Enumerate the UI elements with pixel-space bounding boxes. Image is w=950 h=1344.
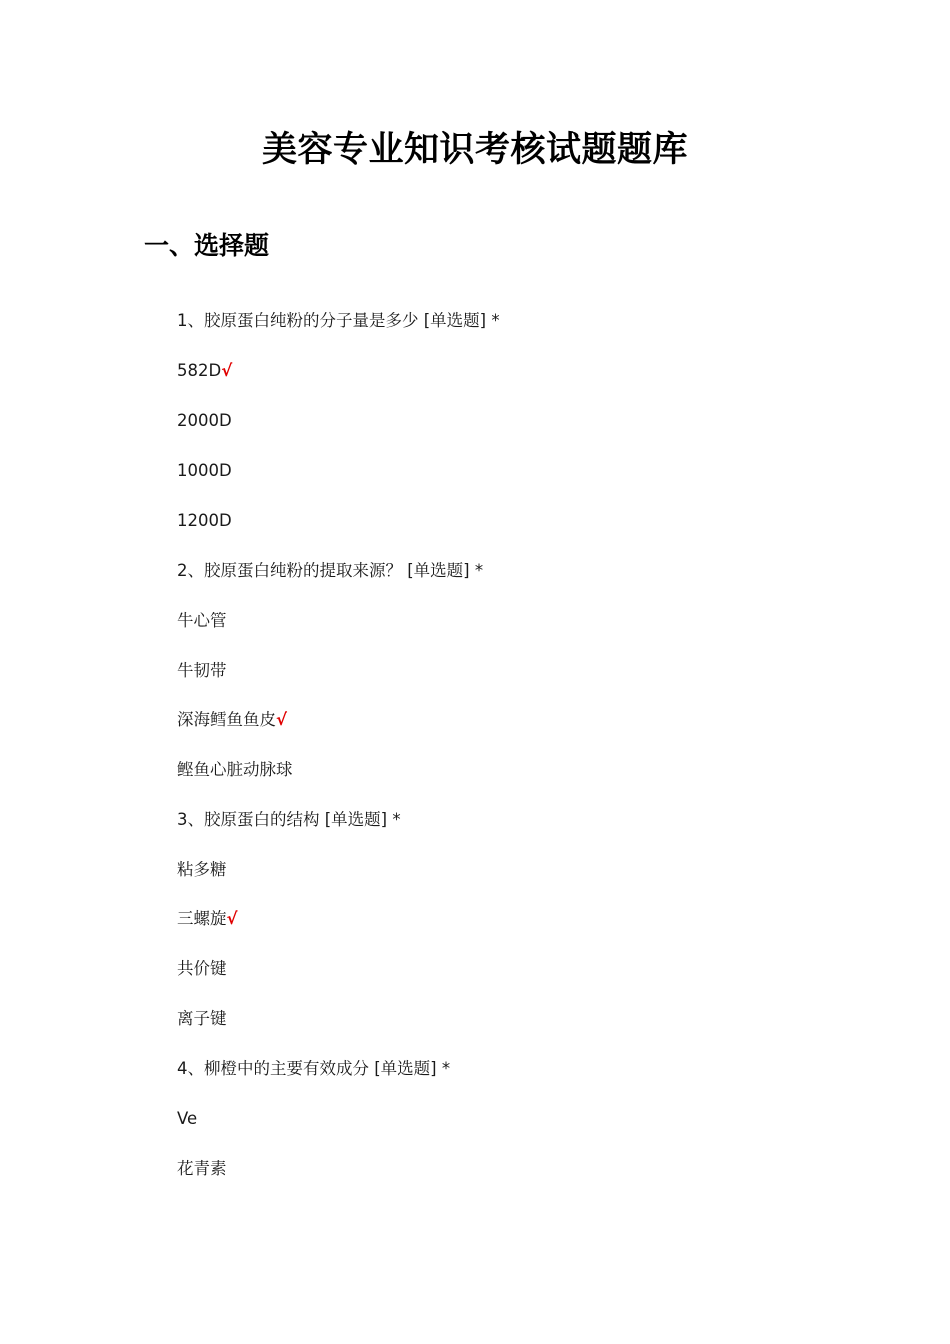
correct-check-icon: √ (276, 710, 288, 729)
page-title: 美容专业知识考核试题题库 (261, 130, 688, 170)
section-heading: 一、选择题 (144, 231, 270, 260)
question-2-option-c (177, 709, 287, 731)
question-3-option-a: 粘多糖 (177, 860, 227, 879)
option-text: 深海鳕鱼鱼皮 (177, 710, 276, 729)
question-3-prompt: 3、胶原蛋白的结构 [单选题] * (177, 810, 401, 829)
question-1-option-d: 1200D (177, 511, 232, 530)
question-3-option-c: 共价键 (177, 959, 227, 978)
correct-check-icon: √ (221, 361, 233, 380)
question-2-option-a: 牛心管 (177, 611, 227, 630)
question-3-option-d: 离子键 (177, 1009, 227, 1028)
question-1-prompt: 1、胶原蛋白纯粉的分子量是多少 [单选题] * (177, 311, 500, 330)
option-text: 三螺旋 (177, 909, 227, 928)
question-1-option-c: 1000D (177, 461, 232, 480)
question-2-option-d: 鲣鱼心脏动脉球 (177, 760, 293, 779)
correct-check-icon: √ (226, 909, 238, 928)
question-1-option-b: 2000D (177, 411, 232, 430)
question-1-option-a (177, 360, 232, 382)
question-2-prompt: 2、胶原蛋白纯粉的提取来源？ [单选题] * (177, 561, 484, 580)
option-text: 582D (177, 361, 222, 380)
question-4-prompt: 4、柳橙中的主要有效成分 [单选题] * (177, 1059, 451, 1078)
question-3-option-b (177, 908, 238, 930)
question-2-option-b: 牛韧带 (177, 661, 227, 680)
question-4-option-a: Ve (177, 1109, 198, 1128)
question-4-option-b: 花青素 (177, 1159, 227, 1178)
